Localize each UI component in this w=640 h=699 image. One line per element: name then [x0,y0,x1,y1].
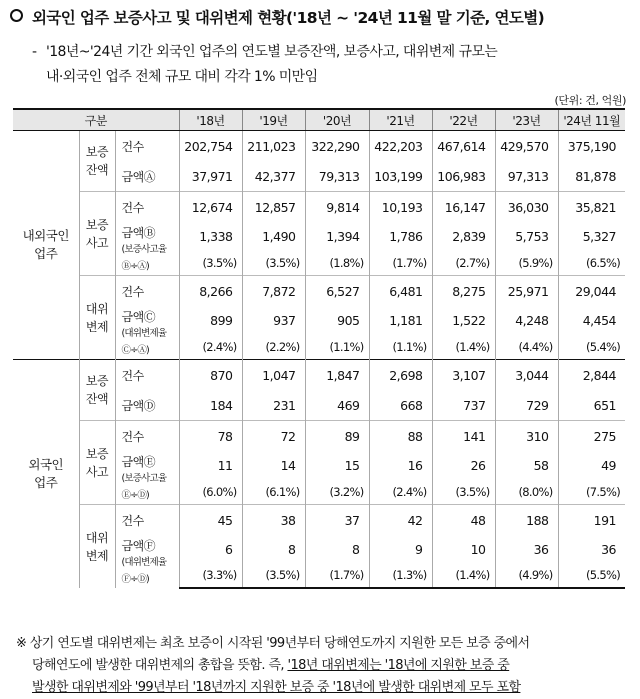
dash-bullet-icon: - [32,44,37,60]
table-cell: 141 [432,421,495,452]
table-cell: 48 [432,505,495,536]
table-cell: 11 [179,451,242,480]
table-cell: 2,839 [432,222,495,251]
subtitle-line-1: '18년~'24년 기간 외국인 업주의 연도별 보증잔액, 보증사고, 대위변제 규모는 [46,44,498,60]
group-foreign: 외국인 업주 [13,360,79,589]
table-cell: (2.4%) [369,480,432,505]
table-cell: 29,044 [558,276,625,307]
table-cell: 275 [558,421,625,452]
table-cell: 1,490 [242,222,305,251]
table-cell: 5,327 [558,222,625,251]
table-cell: 2,844 [558,360,625,391]
table-cell: 422,203 [369,131,432,162]
header-year: '23년 [495,109,558,131]
table-cell: 184 [179,390,242,421]
table-row [13,276,625,307]
table-cell: 8 [242,535,305,563]
table-cell: 1,522 [432,306,495,335]
table-cell: 72 [242,421,305,452]
table-cell: 737 [432,390,495,421]
label-amount-c: 금액Ⓒ [121,310,156,324]
table-cell: 651 [558,390,625,421]
table-cell: (1.3%) [369,563,432,588]
section-accident: 보증 사고 [79,421,115,505]
note-line-3: 발생한 대위변제와 '99년부터 '18년까지 지원한 보증 중 '18년에 발생한 대위변제 모두 포함 [32,680,521,695]
section-subrogation: 대위 변제 [79,276,115,360]
table-cell: 202,754 [179,131,242,162]
note-line-1: 상기 연도별 대위변제는 최초 보증이 시작된 '99년부터 당해연도까지 지원한 모든 보증 중에서 [29,636,530,651]
table-cell: (6.1%) [242,480,305,505]
header-year: '21년 [369,109,432,131]
table-cell: 870 [179,360,242,391]
table-cell: 1,181 [369,306,432,335]
table-cell: 37,971 [179,161,242,192]
table-cell: 3,107 [432,360,495,391]
table-cell: 58 [495,451,558,480]
table-cell: 12,674 [179,192,242,223]
note-line-2b: '18년 대위변제는 '18년에 지원한 보증 중 [287,658,510,673]
table-cell: 8,275 [432,276,495,307]
table-cell: (6.0%) [179,480,242,505]
row-label-amount-e [115,451,179,505]
table-cell: 16 [369,451,432,480]
section-balance: 보증 잔액 [79,360,115,421]
label-amount-f: 금액Ⓕ [121,539,156,553]
table-row [13,505,625,536]
table-cell: (3.3%) [179,563,242,588]
table-cell: (2.4%) [179,335,242,360]
table-cell: (1.8%) [305,251,369,276]
table-cell: 14 [242,451,305,480]
table-cell: (2.7%) [432,251,495,276]
label-ratio-f: (대위변제율 Ⓕ÷Ⓓ) [121,557,167,585]
row-label-count: 건수 [115,192,179,223]
table-cell: (1.4%) [432,563,495,588]
header-category: 구분 [13,109,179,131]
table-cell: 10,193 [369,192,432,223]
table-cell: (5.4%) [558,335,625,360]
table-row [13,131,625,162]
header-year: '20년 [305,109,369,131]
table-cell: 36 [495,535,558,563]
table-cell: (3.5%) [242,563,305,588]
table-cell: (1.1%) [369,335,432,360]
table-cell: (7.5%) [558,480,625,505]
unit-label: (단위: 건, 억원) [554,94,626,107]
table-cell: (3.5%) [179,251,242,276]
table-cell: 103,199 [369,161,432,192]
row-label-count: 건수 [115,276,179,307]
table-cell: 4,248 [495,306,558,335]
table-cell: 38 [242,505,305,536]
table-cell: (3.5%) [242,251,305,276]
table-cell: 15 [305,451,369,480]
table-cell: (3.2%) [305,480,369,505]
table-cell: 35,821 [558,192,625,223]
note-line-2a: 당해연도에 발생한 대위변제의 총합을 뜻함. 즉, [32,658,288,673]
section-balance: 보증 잔액 [79,131,115,192]
row-label-count: 건수 [115,360,179,391]
table-row [13,421,625,452]
table-cell: 322,290 [305,131,369,162]
row-label-count: 건수 [115,131,179,162]
row-label-amount-b [115,222,179,276]
table-cell: 211,023 [242,131,305,162]
header-year: '19년 [242,109,305,131]
table-cell: 899 [179,306,242,335]
table-cell: 89 [305,421,369,452]
table-cell: 3,044 [495,360,558,391]
table-cell: 36,030 [495,192,558,223]
table-cell: 310 [495,421,558,452]
table-cell: (4.4%) [495,335,558,360]
footnote [16,633,529,699]
table-cell: (1.7%) [305,563,369,588]
table-cell: 5,753 [495,222,558,251]
row-label-amount-c [115,306,179,360]
table-cell: (1.7%) [369,251,432,276]
header-year: '18년 [179,109,242,131]
table-cell: 375,190 [558,131,625,162]
table-cell: 2,698 [369,360,432,391]
note-mark: ※ [16,636,27,651]
table-cell: 36 [558,535,625,563]
table-cell: 106,983 [432,161,495,192]
table-cell: (5.9%) [495,251,558,276]
table-cell: 97,313 [495,161,558,192]
table-cell: 429,570 [495,131,558,162]
circle-bullet-icon [10,9,23,22]
table-cell: 49 [558,451,625,480]
label-amount-e: 금액Ⓔ [121,455,156,469]
table-cell: 6,481 [369,276,432,307]
table-cell: 7,872 [242,276,305,307]
table-cell: (2.2%) [242,335,305,360]
table-cell: (6.5%) [558,251,625,276]
table-cell: 9,814 [305,192,369,223]
table-cell: 6 [179,535,242,563]
row-label-count: 건수 [115,505,179,536]
guarantee-table [13,108,625,589]
table-cell: 78 [179,421,242,452]
label-ratio-e: (보증사고율 Ⓔ÷Ⓓ) [121,473,167,501]
header-year: '24년 11월 [558,109,625,131]
table-cell: (1.4%) [432,335,495,360]
table-cell: 42,377 [242,161,305,192]
table-cell: (3.5%) [432,480,495,505]
table-cell: (1.1%) [305,335,369,360]
table-cell: 8 [305,535,369,563]
header-year: '22년 [432,109,495,131]
table-cell: 469 [305,390,369,421]
table-cell: 42 [369,505,432,536]
label-ratio-c: (대위변제율 Ⓒ÷Ⓐ) [121,328,167,356]
table-row [13,192,625,223]
table-cell: 1,786 [369,222,432,251]
row-label-amount-d: 금액Ⓓ [115,390,179,421]
table-cell: 12,857 [242,192,305,223]
page-title [10,6,544,28]
table-cell: 1,338 [179,222,242,251]
section-accident: 보증 사고 [79,192,115,276]
title-text: 외국인 업주 보증사고 및 대위변제 현황('18년 ~ '24년 11월 말 기준, 연도별) [32,9,545,27]
table-cell: 79,313 [305,161,369,192]
label-ratio-b: (보증사고율 Ⓑ÷Ⓐ) [121,244,167,272]
table-cell: 81,878 [558,161,625,192]
table-cell: 37 [305,505,369,536]
table-cell: (4.9%) [495,563,558,588]
table-row [13,360,625,391]
table-cell: 88 [369,421,432,452]
table-cell: 231 [242,390,305,421]
table-cell: (5.5%) [558,563,625,588]
table-cell: 8,266 [179,276,242,307]
header-row [13,109,625,131]
row-label-amount-a: 금액Ⓐ [115,161,179,192]
table-cell: 26 [432,451,495,480]
table-cell: 16,147 [432,192,495,223]
table-cell: 6,527 [305,276,369,307]
table-cell: 188 [495,505,558,536]
label-amount-b: 금액Ⓑ [121,226,156,240]
table-cell: 45 [179,505,242,536]
subtitle-line-2: 내·외국인 업주 전체 규모 대비 각각 1% 미만임 [46,69,318,85]
table-cell: 729 [495,390,558,421]
table-cell: 668 [369,390,432,421]
table-cell: 467,614 [432,131,495,162]
table-cell: 1,847 [305,360,369,391]
table-cell: 1,394 [305,222,369,251]
row-label-amount-f [115,535,179,588]
group-all: 내외국인 업주 [22,228,69,261]
subtitle [32,40,497,90]
table-cell: 25,971 [495,276,558,307]
table-cell: 905 [305,306,369,335]
table-cell: 937 [242,306,305,335]
table-cell: 10 [432,535,495,563]
section-subrogation: 대위 변제 [79,505,115,589]
table-cell: 4,454 [558,306,625,335]
row-label-count: 건수 [115,421,179,452]
table-cell: 9 [369,535,432,563]
table-cell: 191 [558,505,625,536]
table-cell: (8.0%) [495,480,558,505]
table-cell: 1,047 [242,360,305,391]
